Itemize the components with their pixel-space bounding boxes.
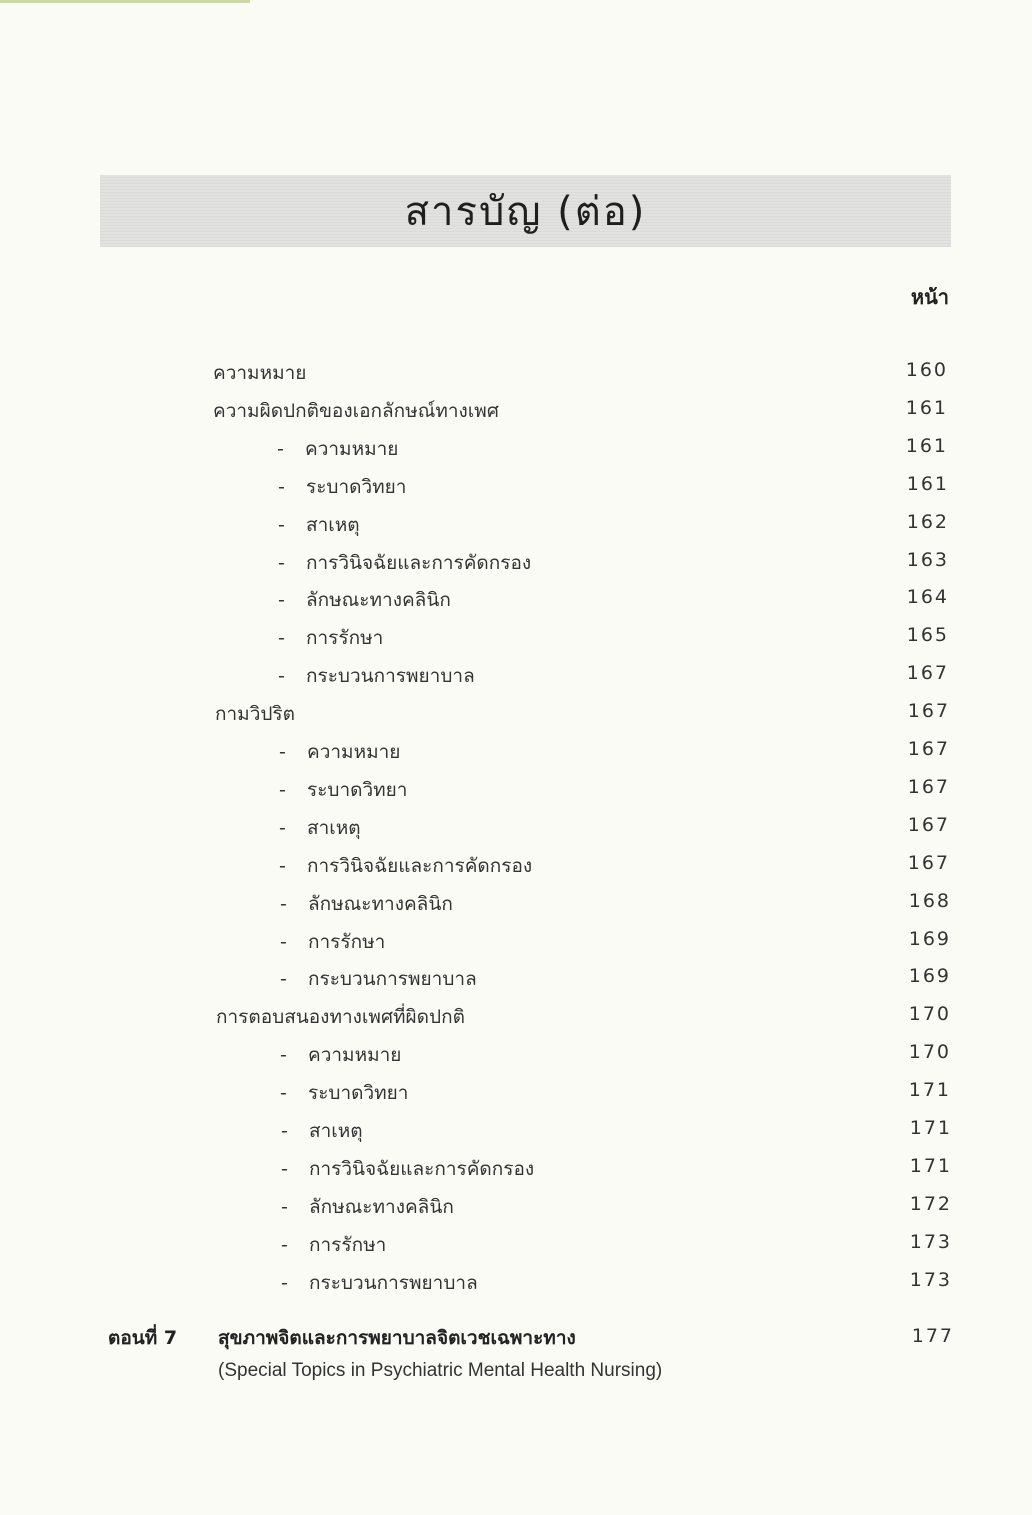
toc-entry-label: ความหมาย [213, 362, 307, 384]
bullet-dash: - [279, 779, 286, 801]
toc-entry-label: การรักษา [306, 627, 384, 649]
toc-entry-label: ระบาดวิทยา [306, 476, 407, 498]
bullet-dash: - [278, 665, 285, 687]
toc-entry-label: การวินิจฉัยและการคัดกรอง [307, 855, 533, 877]
page-title: สารบัญ (ต่อ) [404, 189, 647, 235]
toc-entry-page-number: 173 [909, 1269, 952, 1291]
toc-entry [281, 1113, 363, 1149]
toc-entry-label: ลักษณะทางคลินิก [306, 589, 451, 611]
toc-entry-label: ระบาดวิทยา [307, 779, 408, 801]
toc-entry-label: ความหมาย [305, 438, 399, 460]
toc-entry [278, 658, 475, 694]
toc-entry-page-number: 169 [908, 928, 951, 950]
bullet-dash: - [280, 931, 287, 953]
toc-entry [281, 1189, 454, 1225]
part-heading [108, 1320, 958, 1356]
toc-entry-page-number: 161 [905, 435, 948, 457]
toc-entry-label: สาเหตุ [309, 1120, 363, 1142]
toc-entry-label: การรักษา [308, 931, 386, 953]
toc-entry-page-number: 170 [908, 1041, 951, 1063]
toc-entry [213, 393, 499, 429]
bullet-dash: - [279, 817, 286, 839]
bullet-dash: - [281, 1158, 288, 1180]
bullet-dash: - [280, 1044, 287, 1066]
bullet-dash: - [279, 855, 286, 877]
toc-entry [281, 1227, 386, 1263]
toc-entry [280, 924, 385, 960]
toc-entry-label: ความผิดปกติของเอกลักษณ์ทางเพศ [213, 400, 499, 422]
toc-entry [279, 848, 532, 884]
bullet-dash: - [280, 968, 287, 990]
toc-entry-page-number: 167 [907, 738, 950, 760]
toc-entry [280, 961, 477, 997]
toc-entry-page-number: 173 [909, 1231, 952, 1253]
toc-entry [278, 469, 406, 505]
toc-entry-page-number: 167 [907, 814, 950, 836]
toc-entry-label: สาเหตุ [306, 514, 360, 536]
part-title: สุขภาพจิตและการพยาบาลจิตเวชเฉพาะทาง [218, 1327, 576, 1349]
part-page-number: 177 [911, 1325, 954, 1347]
toc-entry [216, 999, 465, 1035]
part-subtitle: (Special Topics in Psychiatric Mental Health Nursing) [218, 1360, 663, 1381]
bullet-dash: - [281, 1272, 288, 1294]
toc-entry-page-number: 168 [908, 890, 951, 912]
toc-entry-page-number: 161 [906, 473, 949, 495]
part-label: ตอนที่ 7 [108, 1327, 178, 1349]
bullet-dash: - [281, 1120, 288, 1142]
toc-entry-label: ความหมาย [307, 741, 401, 763]
toc-entry-page-number: 162 [906, 511, 949, 533]
toc-entry [280, 886, 453, 922]
toc-entry-page-number: 167 [907, 776, 950, 798]
bullet-dash: - [278, 589, 285, 611]
bullet-dash: - [277, 438, 284, 460]
toc-entry [279, 810, 361, 846]
toc-entry-label: สาเหตุ [307, 817, 361, 839]
toc-entry [280, 1075, 408, 1111]
toc-entry [215, 696, 295, 732]
toc-entry-page-number: 163 [906, 549, 949, 571]
toc-entry-page-number: 171 [909, 1117, 952, 1139]
toc-entry-page-number: 167 [907, 700, 950, 722]
toc-entry-page-number: 172 [909, 1193, 952, 1215]
bullet-dash: - [280, 1082, 287, 1104]
toc-entry-label: การวินิจฉัยและการคัดกรอง [309, 1158, 535, 1180]
toc-entry-label: ลักษณะทางคลินิก [309, 1196, 454, 1218]
toc-entry-page-number: 167 [907, 852, 950, 874]
bullet-dash: - [278, 552, 285, 574]
toc-entry-label: กามวิปริต [215, 703, 295, 725]
toc-entry [278, 545, 531, 581]
toc-entry-page-number: 169 [908, 965, 951, 987]
bullet-dash: - [281, 1196, 288, 1218]
toc-entry-label: ความหมาย [308, 1044, 402, 1066]
toc-entry-page-number: 170 [908, 1003, 951, 1025]
toc-entry [278, 507, 360, 543]
toc-entry-page-number: 167 [906, 662, 949, 684]
toc-entry-page-number: 165 [906, 624, 949, 646]
toc-entry [278, 582, 451, 618]
toc-entry-page-number: 161 [905, 397, 948, 419]
toc-entry [277, 431, 398, 467]
toc-entry [279, 734, 400, 770]
toc-entry-label: การรักษา [309, 1234, 387, 1256]
toc-entry-label: การตอบสนองทางเพศที่ผิดปกติ [216, 1006, 465, 1028]
toc-entry [280, 1037, 401, 1073]
toc-entry-label: ลักษณะทางคลินิก [308, 893, 453, 915]
toc-entry-label: กระบวนการพยาบาล [309, 1272, 478, 1294]
toc-entry-label: กระบวนการพยาบาล [306, 665, 475, 687]
bullet-dash: - [278, 627, 285, 649]
bullet-dash: - [279, 741, 286, 763]
bullet-dash: - [278, 476, 285, 498]
toc-entry-label: การวินิจฉัยและการคัดกรอง [306, 552, 532, 574]
toc-entry-label: ระบาดวิทยา [308, 1082, 409, 1104]
toc-entry [278, 620, 383, 656]
toc-entry [281, 1265, 478, 1301]
page-column-header: หน้า [910, 285, 949, 309]
toc-entry-label: กระบวนการพยาบาล [308, 968, 477, 990]
toc-entry-page-number: 171 [908, 1079, 951, 1101]
bullet-dash: - [281, 1234, 288, 1256]
toc-entry [281, 1151, 534, 1187]
toc-entry [279, 772, 407, 808]
bullet-dash: - [278, 514, 285, 536]
toc-entry-page-number: 164 [906, 586, 949, 608]
toc-entry-page-number: 160 [905, 359, 948, 381]
toc-entry [213, 355, 306, 391]
toc-entry-page-number: 171 [909, 1155, 952, 1177]
bullet-dash: - [280, 893, 287, 915]
